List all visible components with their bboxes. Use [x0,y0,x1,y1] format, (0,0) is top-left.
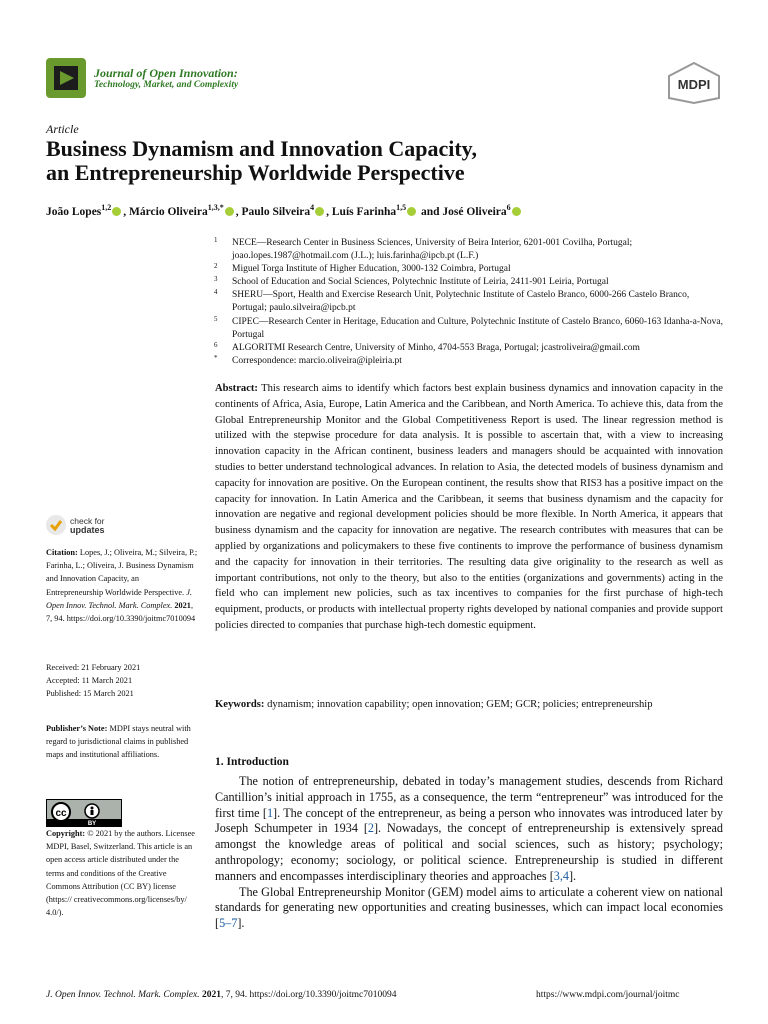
citation-link[interactable]: 1 [266,805,274,820]
affiliation-text: School of Education and Social Sciences, Polytechnic Institute of Leiria, 2411-901 Leiria, Portugal [232,277,609,288]
footer-rest: , 7, 94. https://doi.org/10.3390/joitmc7010094 [220,990,397,1000]
affiliation-text: Correspondence: marcio.oliveira@ipleiria.pt [232,355,402,366]
affiliation-number: 6 [214,340,218,349]
author-list [46,203,523,218]
affiliation-text: NECE—Research Center in Business Sciences, University of Beira Interior, 6201-001 Covilha, Portugal; joao.lopes.1987@hotmail.com (J.L.); luis.farinha@ipcb.pt (L.F.) [232,238,633,262]
abstract-text: This research aims to identify which factors best explain business dynamics and innovation capacity in the continents of Africa, Asia, Europe, Latin America and the Caribbean, and North America. To achieve this, data from the Global Entrepreneurship Monitor and the Global Competitiveness Report is used. The linear regression method is utilized with the stepwise procedure for data analysis. It is possible to ascertain that, with a view to increasing innovation capacity in the African continent, business leaders and managers should be acquainted with innovation studies to better understand technological advances. In relation to Asia, the detected models of business dynamism and capacity for innovation are positive. On the European continent, the results show that RIS3 has a positive impact on the capacity for innovation. In Latin America and the Caribbean, it seems that business dynamism and the capacity for innovation are negative and regional development policies should be more flexible. In North America, it appears that business dynamism and the capacity for innovation are negative. The research contributes with measures that can be applied by organizations and policymakers to these five continents to improve the performance of business dynamism and the capacity for innovation in their territories. The resulting data give originality to the research as well as important contributions, not only to the theory, but also to the entities (organizations and governments) acting in the field who can implement new policies, such as tax incentives to companies for the first purchase of high-tech equipment, products, or products with intellectual property rights developed by national companies and provide support policies directed to companies that purchase high-tech domestic equipment. [215,383,723,631]
author-sup: 1,2 [101,203,112,212]
orcid-icon[interactable] [315,207,324,216]
footer-url[interactable]: https://www.mdpi.com/journal/joitmc [536,990,680,1000]
author-name[interactable]: Luís Farinha [331,205,397,218]
affiliation-item [214,355,724,368]
orcid-icon[interactable] [112,207,121,216]
affiliation-number: * [214,353,218,362]
author-name[interactable]: Márcio Oliveira [129,205,208,218]
author-name[interactable]: Paulo Silveira [241,205,311,218]
author-sup: 1,5 [396,203,407,212]
journal-logo [46,58,86,98]
cc-text: cc [55,808,67,819]
copyright-text: © 2021 by the authors. Licensee MDPI, Basel, Switzerland. This article is an open access article distributed under the terms and conditions of the Creative Commons Attribution (CC BY) license (https:// creativecommons.org/licenses/by/ 4.0/). [46,829,195,918]
published-date: Published: 15 March 2021 [46,689,134,699]
footer-citation [46,990,397,1000]
affiliation-text: SHERU—Sport, Health and Exercise Research Unit, Polytechnic Institute of Castelo Branco, 6000-266 Castelo Branco, Portugal; paulo.silveira@ipcb.pt [232,290,690,314]
author-sup: 1,3,* [207,203,224,212]
check-label: check for [70,516,105,526]
section-heading: 1. Introduction [215,756,289,768]
author-sup: 4 [310,203,315,212]
journal-name [94,67,238,91]
affiliation-item [214,289,724,315]
journal-title: Journal of Open Innovation: [94,66,238,80]
accepted-date: Accepted: 11 March 2021 [46,676,133,686]
check-for-updates-icon [46,515,66,535]
author-separator: and [418,205,443,218]
by-text: BY [87,821,97,826]
title-line-2: an Entrepreneurship Worldwide Perspective [46,160,465,185]
affiliation-item [214,276,724,289]
affiliation-item [214,316,724,342]
intro-paragraph: The notion of entrepreneurship, debated in today’s management studies, descends from Richard Cantillion’s initial approach in 1755, as a consequence, the term “entrepreneur” was introduced for the first time [1]. The concept of the entrepreneur, as being a person who innovates was introduced later by Joseph Schumpeter in 1934 [2]. Nowadays, the concept of entrepreneurship is extensively spread amongst the knowledge areas of political and social sciences, such as history; psychology; anthropology; economy; sociology, or political science. Entrepreneurship is studied in different manners and encompasses interdisciplinary theories and approaches [3,4]. [215,774,723,883]
author-name[interactable]: José Oliveira [442,205,507,218]
citation-year: 2021 [174,600,191,610]
dates-block [46,661,198,701]
affiliation-text: CIPEC—Research Center in Heritage, Education and Culture, Polytechnic Institute of Castelo Branco, 6060-163 Idanha-a-Nova, Portugal [232,316,723,340]
mdpi-logo [665,62,723,104]
keywords-text: dynamism; innovation capability; open innovation; GEM; GCR; policies; entrepreneurship [267,699,653,710]
affiliation-number: 1 [214,236,218,244]
author-separator: , [326,205,332,218]
title-line-1: Business Dynamism and Innovation Capacity, [46,136,477,161]
affiliation-text: Miguel Torga Institute of Higher Education, 3000-132 Coimbra, Portugal [232,264,511,275]
copyright-label: Copyright: [46,829,86,838]
abstract [215,381,723,634]
play-triangle-icon [46,58,86,98]
citation-link[interactable]: 5–7 [219,916,238,931]
affiliation-number: 2 [214,262,218,271]
affiliation-number: 5 [214,314,218,323]
affiliation-number: 3 [214,275,218,284]
author-separator: , [123,205,130,218]
publisher-name: MDPI [677,77,711,92]
cc-by-license-icon[interactable] [46,799,122,827]
note-label: Publisher’s Note: [46,724,108,733]
citation-link[interactable]: 2 [367,821,374,836]
affiliations [214,237,724,368]
citation-label: Citation: [46,548,78,557]
citation-journal: J. Open Innov. Technol. Mark. Complex. [46,587,192,610]
affiliation-item [214,263,724,276]
intro-paragraph: The Global Entrepreneurship Monitor (GEM) model aims to articulate a coherent view on national standards for generating new opportunities and creating businesses, which can impact local economies [5–7]. [215,884,723,931]
orcid-icon[interactable] [512,207,521,216]
received-date: Received: 21 February 2021 [46,663,141,672]
citation-text: Lopes, J.; Oliveira, M.; Silveira, P.; Farinha, L.; Oliveira, J. Business Dynamism and Innovation Capacity, an Entrepreneurship Worldwide Perspective. [46,548,198,597]
article-title [46,137,646,185]
orcid-icon[interactable] [407,207,416,216]
keywords [215,697,723,712]
author-sup: 6 [506,203,511,212]
citation-volume: , 7, 94. [46,600,194,624]
affiliation-item [214,342,724,355]
affiliation-item [214,237,724,263]
keywords-label: Keywords: [215,699,265,710]
affiliation-number: 4 [214,288,218,297]
footer-journal: J. Open Innov. Technol. Mark. Complex. [46,990,200,1000]
publisher-note [46,722,198,762]
author-name[interactable]: João Lopes [46,205,102,218]
article-type: Article [46,122,79,136]
footer-year: 2021 [201,990,221,1000]
orcid-icon[interactable] [225,207,234,216]
citation-link[interactable]: 3,4 [553,868,569,883]
affiliation-text: ALGORITMI Research Centre, University of Minho, 4704-553 Braga, Portugal; jcastroliveira@gmail.com [232,342,640,353]
journal-subtitle: Technology, Market, and Complexity [94,80,239,90]
abstract-label: Abstract: [215,383,258,394]
citation-doi[interactable]: https://doi.org/10.3390/joitmc7010094 [66,614,196,624]
copyright-block [46,827,198,919]
note-text: MDPI stays neutral with regard to jurisdictional claims in published maps and institutional affiliations. [46,724,191,760]
introduction-body [215,774,723,932]
author-separator: , [235,205,242,218]
citation-block [46,546,198,625]
updates-label: updates [70,525,105,535]
